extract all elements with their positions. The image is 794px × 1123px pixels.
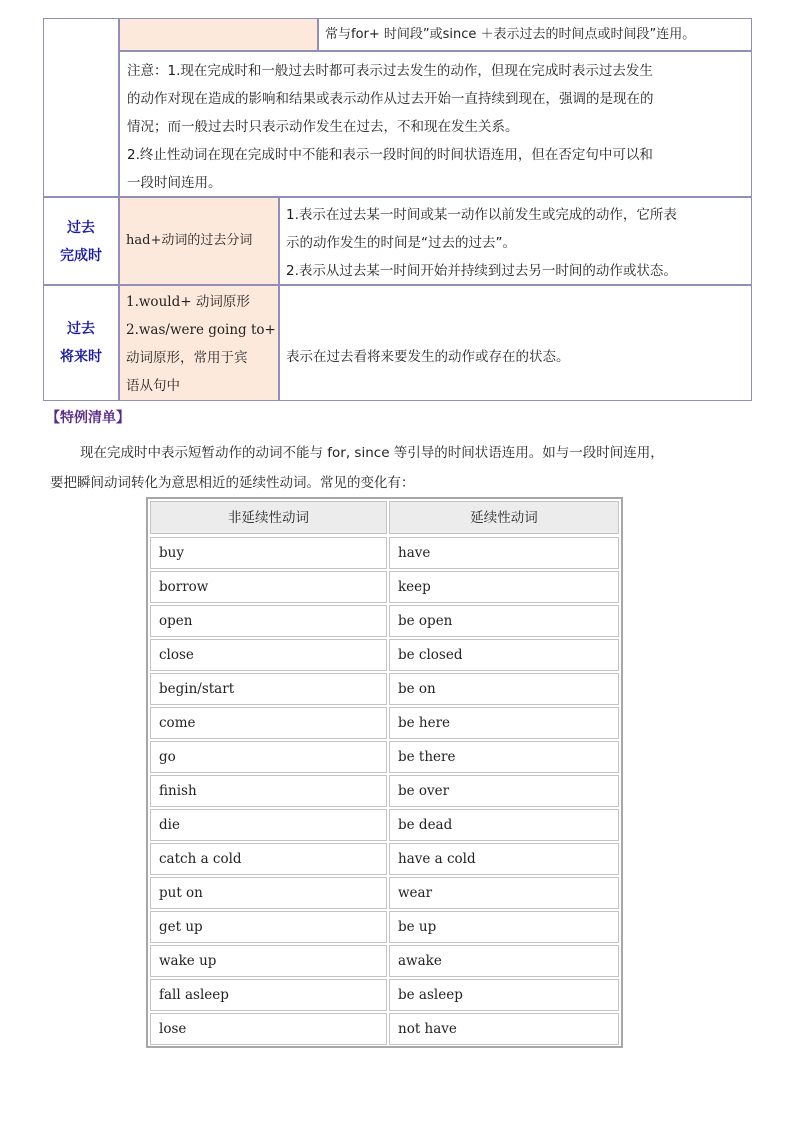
table-cell-nondurative: lose — [150, 1013, 387, 1045]
table-cell-durative: be there — [389, 741, 619, 773]
past-perfect-label — [43, 197, 119, 285]
table-cell-nondurative: come — [150, 707, 387, 739]
table-cell-nondurative: go — [150, 741, 387, 773]
note-line: 情况；而一般过去时只表示动作发生在过去，不和现在发生关系。 — [127, 119, 519, 135]
future-in-past-form — [119, 285, 279, 401]
future-in-past-usage — [279, 285, 752, 401]
label-line: 过去 — [67, 321, 95, 337]
table-cell-durative: have a cold — [389, 843, 619, 875]
table-cell-nondurative: buy — [150, 537, 387, 569]
table-cell-durative: be over — [389, 775, 619, 807]
table-cell-durative: wear — [389, 877, 619, 909]
tense-label-cell — [43, 18, 119, 197]
note-line: 一段时间连用。 — [127, 175, 222, 191]
past-perfect-form — [119, 197, 279, 285]
past-perfect-usage — [279, 197, 752, 285]
attention-note-cell — [119, 51, 752, 197]
table-cell-nondurative: open — [150, 605, 387, 637]
table-cell-nondurative: catch a cold — [150, 843, 387, 875]
usage-note-cell — [318, 18, 752, 51]
table-cell-nondurative: put on — [150, 877, 387, 909]
label-line: 将来时 — [60, 349, 102, 365]
header-nondurative: 非延续性动词 — [150, 501, 387, 534]
usage-line: 示的动作发生的时间是“过去的过去”。 — [286, 235, 516, 251]
verb-table — [146, 497, 623, 1048]
table-cell-nondurative: borrow — [150, 571, 387, 603]
form-line: 1.would+ 动词原形 — [126, 294, 250, 310]
usage-note-text: 常与for+ 时间段”或since ＋表示过去的时间点或时间段”连用。 — [325, 27, 696, 42]
form-line: 动词原形，常用于宾 — [126, 350, 248, 366]
table-cell-durative: be here — [389, 707, 619, 739]
usage-text: 表示在过去看将来要发生的动作或存在的状态。 — [286, 349, 570, 365]
usage-line: 1.表示在过去某一时间或某一动作以前发生或完成的动作，它所表 — [286, 207, 677, 223]
table-cell-nondurative: wake up — [150, 945, 387, 977]
table-cell-durative: be asleep — [389, 979, 619, 1011]
note-line: 2.终止性动词在现在完成时中不能和表示一段时间的时间状语连用，但在否定句中可以和 — [127, 147, 653, 163]
header-durative: 延续性动词 — [389, 501, 619, 534]
table-cell-nondurative: finish — [150, 775, 387, 807]
note-line: 注意：1.现在完成时和一般过去时都可表示过去发生的动作，但现在完成时表示过去发生 — [127, 63, 653, 79]
paragraph-line: 要把瞬间动词转化为意思相近的延续性动词。常见的变化有： — [50, 475, 415, 491]
table-cell-durative: keep — [389, 571, 619, 603]
table-cell-durative: not have — [389, 1013, 619, 1045]
usage-line: 2.表示从过去某一时间开始并持续到过去另一时间的动作或状态。 — [286, 263, 677, 279]
table-cell-nondurative: get up — [150, 911, 387, 943]
form-text: had+动词的过去分词 — [126, 233, 253, 248]
form-line: 2.was/were going to+ — [126, 322, 276, 338]
section-heading: 【特例清单】 — [46, 410, 130, 426]
table-cell-durative: be open — [389, 605, 619, 637]
form-cell — [119, 18, 318, 51]
label-line: 过去 — [67, 220, 95, 236]
form-line: 语从句中 — [126, 378, 180, 394]
table-cell-nondurative: die — [150, 809, 387, 841]
note-line: 的动作对现在造成的影响和结果或表示动作从过去开始一直持续到现在，强调的是现在的 — [127, 91, 654, 107]
paragraph-line: 现在完成时中表示短暂动作的动词不能与 for, since 等引导的时间状语连用。如与一段时间连用， — [80, 445, 664, 461]
table-cell-durative: have — [389, 537, 619, 569]
table-cell-durative: be up — [389, 911, 619, 943]
table-cell-durative: be closed — [389, 639, 619, 671]
table-cell-durative: awake — [389, 945, 619, 977]
table-cell-nondurative: fall asleep — [150, 979, 387, 1011]
table-cell-nondurative: begin/start — [150, 673, 387, 705]
table-cell-durative: be dead — [389, 809, 619, 841]
table-cell-durative: be on — [389, 673, 619, 705]
future-in-past-label — [43, 285, 119, 401]
table-cell-nondurative: close — [150, 639, 387, 671]
label-line: 完成时 — [60, 248, 102, 264]
